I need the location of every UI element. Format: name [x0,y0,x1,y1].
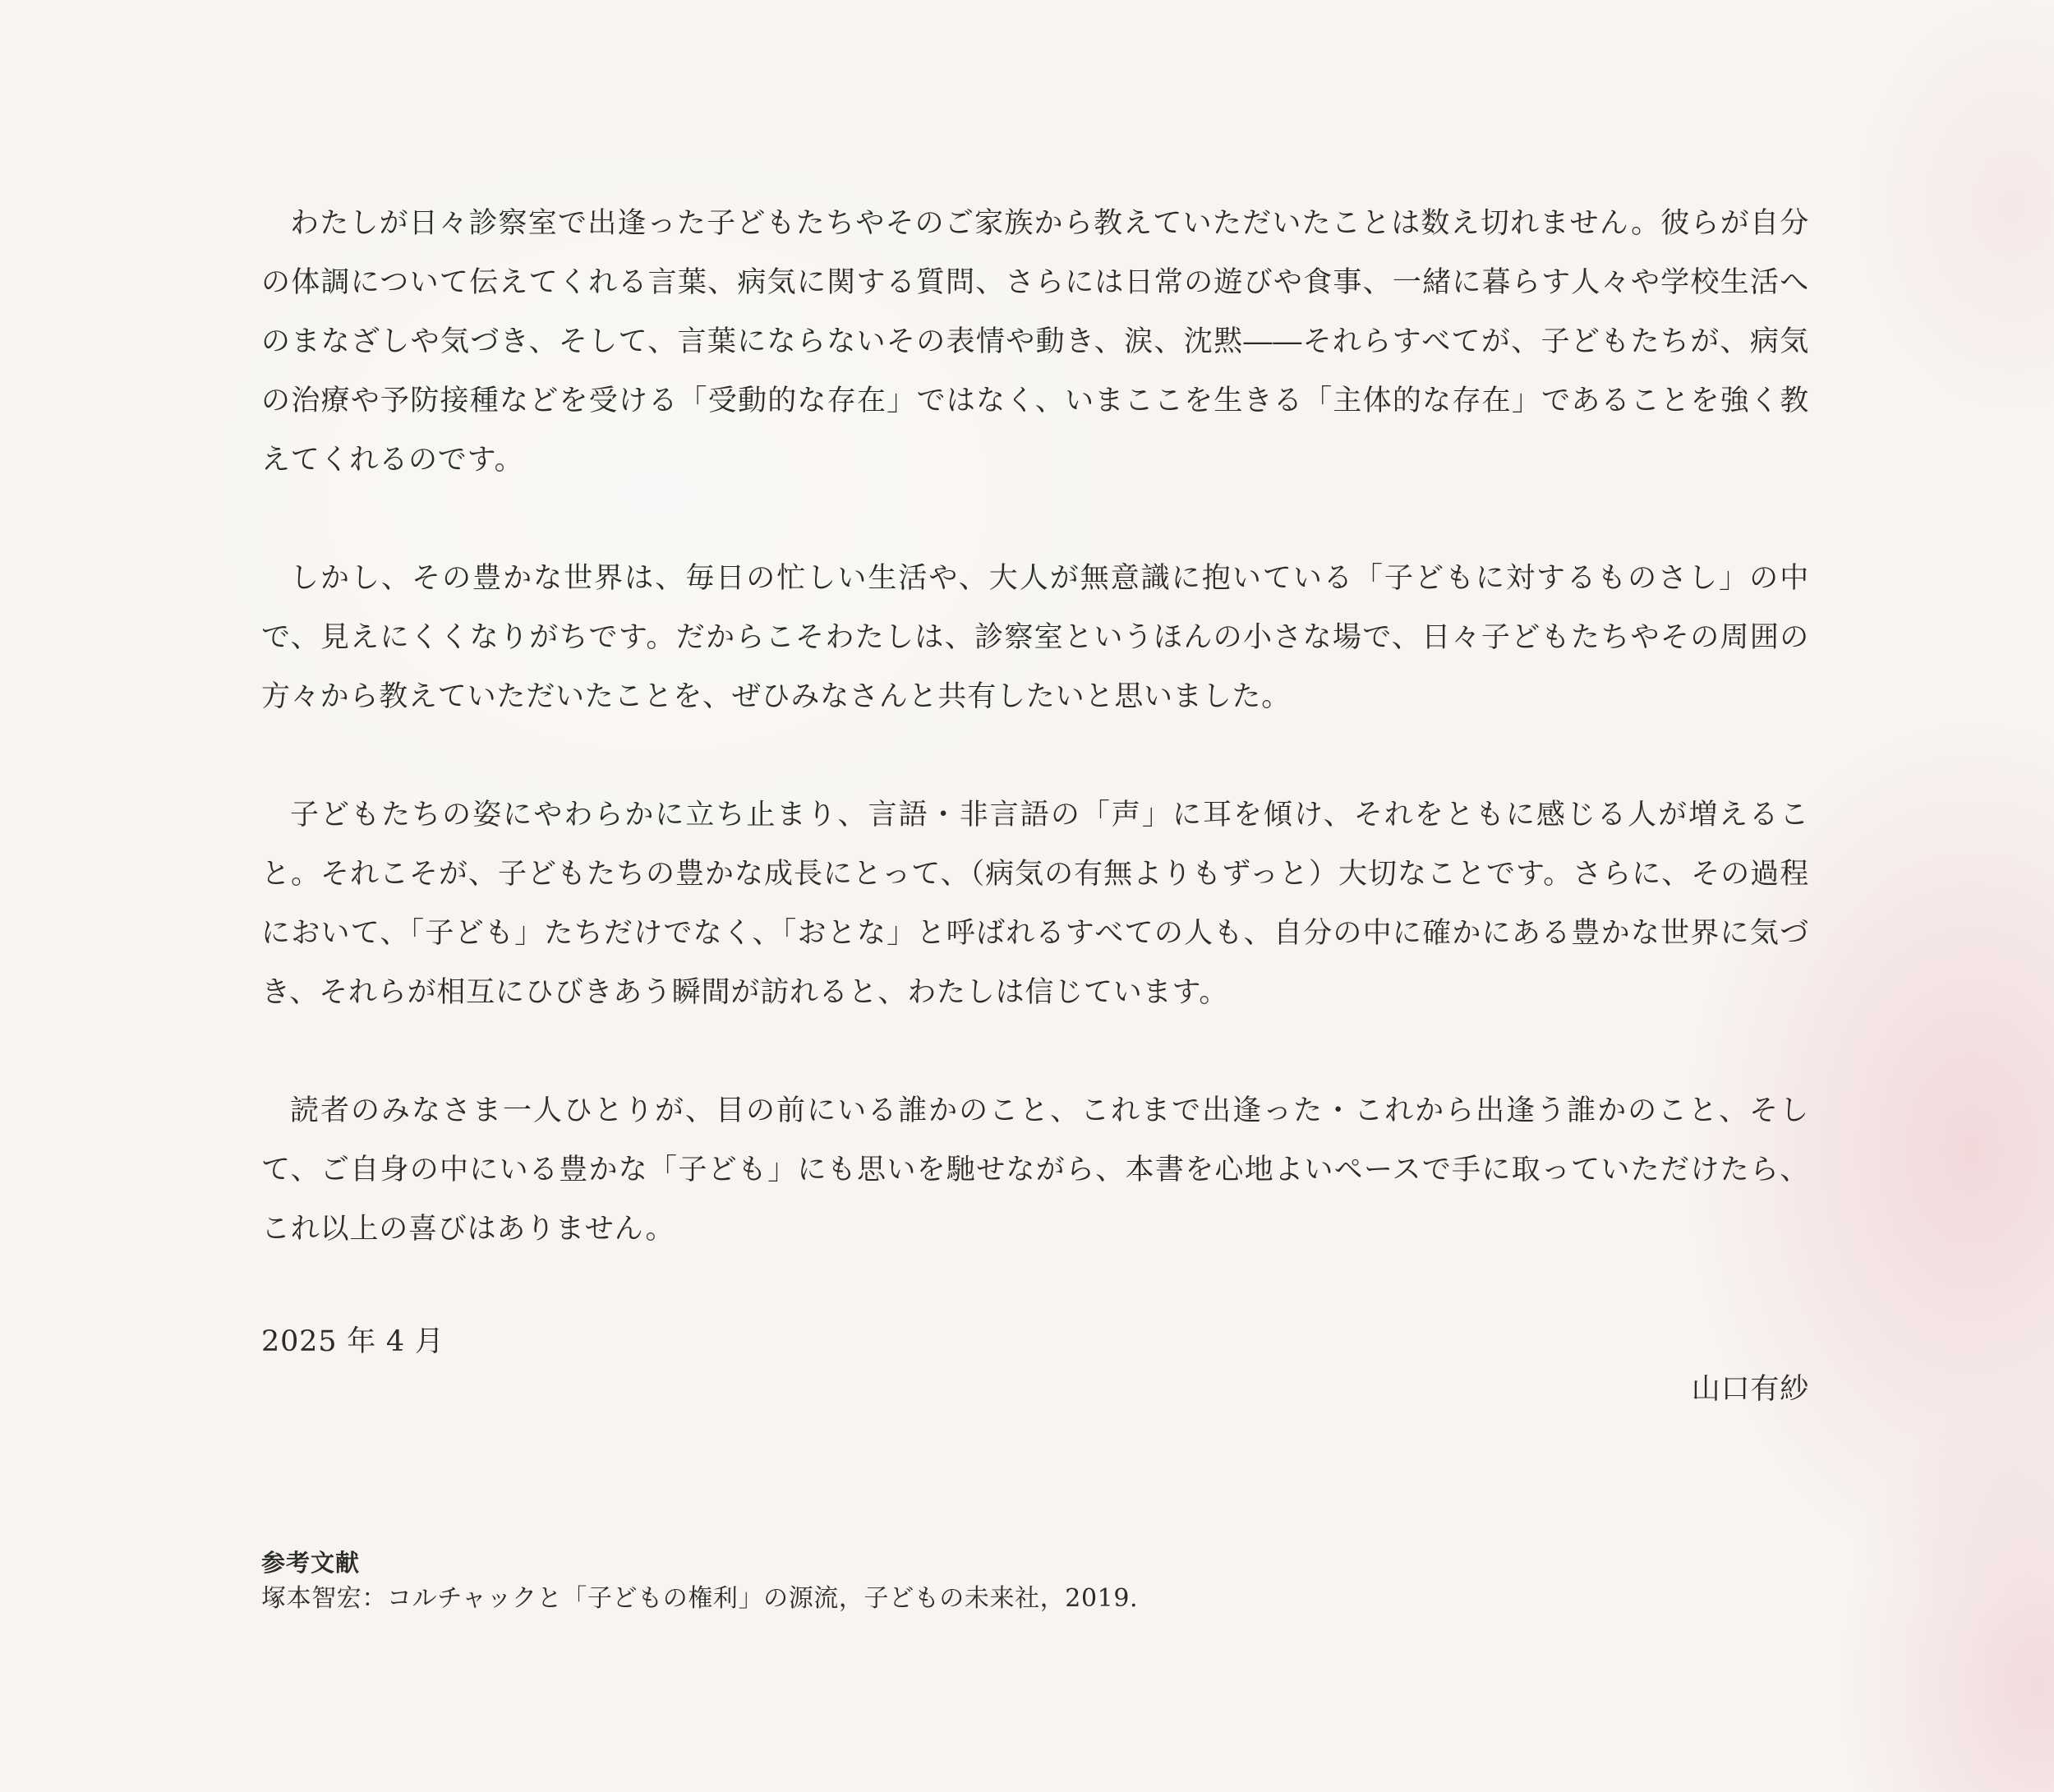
paragraph-4: 読者のみなさま一人ひとりが、目の前にいる誰かのこと、これまで出逢った・これから出逢う誰かのこと、そして、ご自身の中にいる豊かな「子ども」にも思いを馳せながら、本書を心地よいペースで手に取っていただけたら、これ以上の喜びはありません。 [261,1094,1809,1246]
paragraph-3: 子どもたちの姿にやわらかに立ち止まり、言語・非言語の「声」に耳を傾け、それをともに感じる人が増えること。それこそが、子どもたちの豊かな成長にとって、（病気の有無よりもずっと）大切なことです。さらに、その過程において、「子ども」たちだけでなく、「おとな」と呼ばれるすべての人も、自分の中に確かにある豊かな世界に気づき、それらが相互にひびきあう瞬間が訪れると、わたしは信じています。 [261,799,1809,1009]
references-section [261,1545,1809,1617]
author-signature: 山口有紗 [1691,1373,1809,1406]
references-heading: 参考文献 [261,1549,361,1577]
reference-item: 塚本智宏：コルチャックと「子どもの権利」の源流，子どもの未来社，2019. [261,1584,1139,1613]
paragraph-2: しかし、その豊かな世界は、毎日の忙しい生活や、大人が無意識に抱いている「子どもに対するものさし」の中で、見えにくくなりがちです。だからこそわたしは、診察室というほんの小さな場で、日々子どもたちやその周囲の方々から教えていただいたことを、ぜひみなさんと共有したいと思いました。 [261,562,1809,713]
preface-body [261,194,1809,1413]
date-line: 2025 年 4 月 [261,1325,444,1358]
paragraph-1: わたしが日々診察室で出逢った子どもたちやそのご家族から教えていただいたことは数え切れません。彼らが自分の体調について伝えてくれる言葉、病気に関する質問、さらには日常の遊びや食事、一緒に暮らす人々や学校生活へのまなざしや気づき、そして、言葉にならないその表情や動き、涙、沈黙――それらすべてが、子どもたちが、病気の治療や予防接種などを受ける「受動的な存在」ではなく、いまここを生きる「主体的な存在」であることを強く教えてくれるのです。 [261,207,1809,477]
